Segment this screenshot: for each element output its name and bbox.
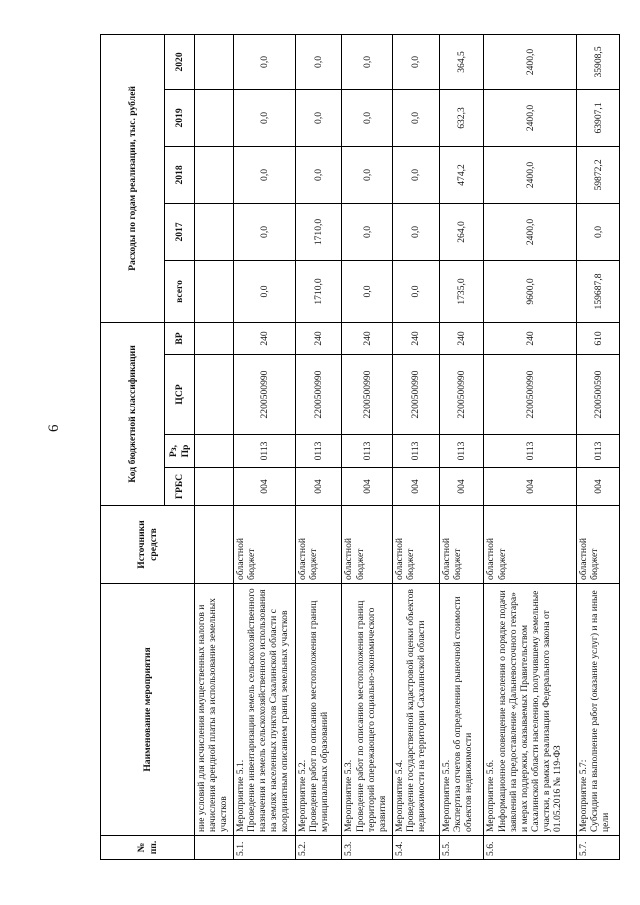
row-2019: 632,3 — [439, 89, 484, 146]
row-num: 5.3. — [342, 836, 392, 860]
row-num: 5.1. — [233, 836, 295, 860]
table-row — [295, 34, 342, 859]
row-2019: 0,0 — [233, 89, 295, 146]
row-grbs: 004 — [233, 468, 295, 506]
table-row — [342, 34, 392, 859]
row-2018: 0,0 — [342, 146, 392, 203]
row-2020: 0,0 — [295, 34, 342, 89]
row-vr: 240 — [484, 322, 577, 354]
row-2017: 0,0 — [233, 203, 295, 260]
row-grbs: 004 — [484, 468, 577, 506]
row-rzpr: 0113 — [392, 435, 439, 468]
row-rzpr: 0113 — [484, 435, 577, 468]
row-2019: 0,0 — [392, 89, 439, 146]
row-csr: 2200500990 — [295, 355, 342, 435]
row-source: областной бюджет — [392, 506, 439, 584]
cell-empty — [195, 260, 234, 322]
row-vr: 240 — [439, 322, 484, 354]
row-2018: 474,2 — [439, 146, 484, 203]
row-source: областной бюджет — [295, 506, 342, 584]
row-2020: 364,5 — [439, 34, 484, 89]
row-description — [439, 584, 484, 836]
cell-empty — [195, 435, 234, 468]
row-grbs: 004 — [342, 468, 392, 506]
row-desc: Проведение работ по описанию местоположения границ муниципальных образований — [307, 600, 330, 832]
row-num: 5.6. — [484, 836, 577, 860]
row-description — [577, 584, 620, 836]
row-2019: 63907,1 — [577, 89, 620, 146]
row-rzpr: 0113 — [342, 435, 392, 468]
table-row-continuation — [195, 34, 234, 859]
row-total: 159687,8 — [577, 260, 620, 322]
row-description — [342, 584, 392, 836]
row-csr: 2200500590 — [577, 355, 620, 435]
row-2017: 0,0 — [577, 203, 620, 260]
page-number: 6 — [46, 424, 62, 432]
row-2020: 35908,5 — [577, 34, 620, 89]
cell-empty — [195, 506, 234, 584]
row-total: 1735,0 — [439, 260, 484, 322]
row-2020: 0,0 — [392, 34, 439, 89]
row-title: Мероприятие 5.2. — [296, 759, 308, 832]
row-total: 1710,0 — [295, 260, 342, 322]
row-title: Мероприятие 5.3. — [343, 759, 355, 832]
header-grbs: ГРБС — [165, 468, 195, 506]
header-vr: ВР — [165, 322, 195, 354]
row-desc: Проведение государственной кадастровой оценки объектов недвижимости на территории Сахалинской области — [404, 589, 427, 832]
table-row — [484, 34, 577, 859]
row-source: областной бюджет — [484, 506, 577, 584]
row-source: областной бюджет — [577, 506, 620, 584]
header-rzpr: Рз, Пр — [165, 435, 195, 468]
row-source: областной бюджет — [233, 506, 295, 584]
row-vr: 240 — [233, 322, 295, 354]
row-description — [392, 584, 439, 836]
row-num: 5.7. — [577, 836, 620, 860]
row-2020: 2400,0 — [484, 34, 577, 89]
row-2017: 0,0 — [392, 203, 439, 260]
header-2018: 2018 — [165, 146, 195, 203]
row-total: 0,0 — [233, 260, 295, 322]
budget-table — [100, 34, 620, 860]
row-csr: 2200500990 — [484, 355, 577, 435]
row-csr: 2200500990 — [342, 355, 392, 435]
row-csr: 2200500990 — [392, 355, 439, 435]
row-rzpr: 0113 — [233, 435, 295, 468]
header-2019: 2019 — [165, 89, 195, 146]
cell-empty — [195, 146, 234, 203]
header-total: всего — [165, 260, 195, 322]
row-num: 5.4. — [392, 836, 439, 860]
row-grbs: 004 — [577, 468, 620, 506]
row-2018: 0,0 — [392, 146, 439, 203]
header-2017: 2017 — [165, 203, 195, 260]
table-row — [577, 34, 620, 859]
cell-empty — [195, 836, 234, 860]
row-2020: 0,0 — [342, 34, 392, 89]
row-title: Мероприятие 5.1. — [234, 759, 246, 832]
row-csr: 2200500990 — [233, 355, 295, 435]
row-vr: 240 — [392, 322, 439, 354]
row-2018: 0,0 — [295, 146, 342, 203]
row-grbs: 004 — [392, 468, 439, 506]
cell-empty — [195, 89, 234, 146]
row-desc: Субсидии на выполнение работ (оказание услуг) и на иные цели — [589, 590, 612, 832]
header-2020: 2020 — [165, 34, 195, 89]
row-source: областной бюджет — [342, 506, 392, 584]
row-desc: Проведение работ по описанию местоположения границ территорий опережающего социально-экономического развития — [354, 600, 388, 832]
row-2019: 2400,0 — [484, 89, 577, 146]
row-title: Мероприятие 5.7: — [578, 759, 590, 832]
cell-empty — [195, 34, 234, 89]
row-grbs: 004 — [295, 468, 342, 506]
row-rzpr: 0113 — [577, 435, 620, 468]
table-row — [439, 34, 484, 859]
cell-empty — [195, 203, 234, 260]
row-2017: 264,0 — [439, 203, 484, 260]
row-2020: 0,0 — [233, 34, 295, 89]
row-desc: Проведение инвентаризации земель сельскохозяйственного назначения и земель сельскохозяйственного использования на землях населенных пунктов Сахалинской области с координатным описанием границ земельных участков — [245, 588, 290, 832]
row-2017: 1710,0 — [295, 203, 342, 260]
row-desc: Информационное оповещение населения о порядке подачи заявлений на предоставление «Дальневосточного гектара» и мерах поддержки, оказываемых Правительством Сахалинской области населению, получившему земельные участки, в рамках реализации Федерального закона от 01.05.2016 № 119-ФЗ — [496, 590, 563, 832]
cell-empty — [195, 468, 234, 506]
header-name: Наименование мероприятия — [101, 584, 195, 836]
header-num: № пп. — [101, 836, 195, 860]
cell-empty — [195, 322, 234, 354]
row-desc: Экспертиза отчетов об определении рыночной стоимости объектов недвижимости — [451, 596, 474, 832]
row-title: Мероприятие 5.5. — [440, 759, 452, 832]
row-total: 0,0 — [342, 260, 392, 322]
header-source: Источники средств — [101, 506, 195, 584]
continuation-text: ние условий для исчисления имущественных налогов и начисления арендной платы за использование земельных участков — [195, 584, 234, 836]
row-vr: 610 — [577, 322, 620, 354]
row-title: Мероприятие 5.4. — [393, 759, 405, 832]
row-2018: 0,0 — [233, 146, 295, 203]
row-title: Мероприятие 5.6. — [485, 759, 497, 832]
row-2018: 2400,0 — [484, 146, 577, 203]
row-rzpr: 0113 — [295, 435, 342, 468]
cell-empty — [195, 355, 234, 435]
header-kbk: Код бюджетной классификации — [101, 322, 165, 505]
rotated-table-container — [100, 35, 620, 860]
table-row — [392, 34, 439, 859]
row-vr: 240 — [342, 322, 392, 354]
row-2017: 2400,0 — [484, 203, 577, 260]
row-num: 5.5. — [439, 836, 484, 860]
row-source: областной бюджет — [439, 506, 484, 584]
row-vr: 240 — [295, 322, 342, 354]
row-description — [295, 584, 342, 836]
row-rzpr: 0113 — [439, 435, 484, 468]
table-row — [233, 34, 295, 859]
header-expenses: Расходы по годам реализации, тыс. рублей — [101, 34, 165, 322]
row-2019: 0,0 — [342, 89, 392, 146]
row-2018: 59872,2 — [577, 146, 620, 203]
row-csr: 2200500990 — [439, 355, 484, 435]
row-total: 0,0 — [392, 260, 439, 322]
row-description — [484, 584, 577, 836]
row-2019: 0,0 — [295, 89, 342, 146]
row-num: 5.2. — [295, 836, 342, 860]
row-grbs: 004 — [439, 468, 484, 506]
row-total: 9600,0 — [484, 260, 577, 322]
header-csr: ЦСР — [165, 355, 195, 435]
row-2017: 0,0 — [342, 203, 392, 260]
row-description — [233, 584, 295, 836]
